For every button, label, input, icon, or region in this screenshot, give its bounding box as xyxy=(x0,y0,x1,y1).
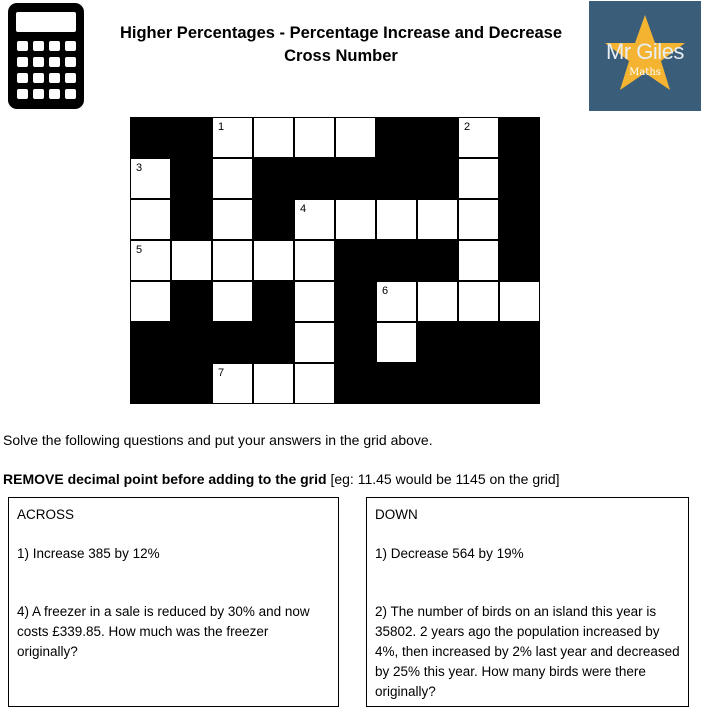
grid-cell-black xyxy=(212,322,253,363)
grid-cell[interactable] xyxy=(458,281,499,322)
grid-cell-black xyxy=(417,240,458,281)
grid-cell-black xyxy=(253,281,294,322)
grid-cell-black xyxy=(417,117,458,158)
title-line-2: Cross Number xyxy=(284,47,398,65)
grid-cell-black xyxy=(130,322,171,363)
grid-cell-black xyxy=(417,158,458,199)
brand-name: Mr Giles xyxy=(606,39,684,64)
grid-cell-black xyxy=(458,322,499,363)
grid-cell[interactable] xyxy=(130,240,171,281)
grid-cell-black xyxy=(130,363,171,404)
remove-decimal-note xyxy=(3,471,560,487)
grid-cell-black xyxy=(253,158,294,199)
grid-cell-black xyxy=(458,363,499,404)
across-heading: ACROSS xyxy=(17,507,75,522)
down-clue-2: 2) The number of birds on an island this year is 35802. 2 years ago the population increased by 4%, then increased by 2% last year and decreased by 25% this year. How many birds were there originally? xyxy=(375,604,680,699)
grid-cell-black xyxy=(294,158,335,199)
grid-cell-black xyxy=(417,363,458,404)
across-clue-1: 1) Increase 385 by 12% xyxy=(17,546,160,561)
grid-cell[interactable] xyxy=(294,322,335,363)
grid-cell-black xyxy=(499,240,540,281)
grid-cell[interactable] xyxy=(376,322,417,363)
grid-cell-black xyxy=(253,199,294,240)
grid-cell-black xyxy=(499,117,540,158)
grid-cell[interactable] xyxy=(212,117,253,158)
page-title xyxy=(96,22,586,68)
clue-number: 7 xyxy=(218,367,225,379)
calculator-icon xyxy=(8,3,84,109)
grid-cell-black xyxy=(335,281,376,322)
grid-cell[interactable] xyxy=(417,199,458,240)
grid-cell[interactable] xyxy=(335,199,376,240)
grid-cell-black xyxy=(499,322,540,363)
grid-cell-black xyxy=(376,363,417,404)
clue-number: 1 xyxy=(218,121,225,133)
grid-cell[interactable] xyxy=(294,240,335,281)
grid-cell[interactable] xyxy=(212,363,253,404)
clue-number: 5 xyxy=(136,244,143,256)
grid-cell[interactable] xyxy=(130,281,171,322)
brand-subtitle: Maths xyxy=(629,67,661,78)
grid-cell[interactable] xyxy=(212,158,253,199)
down-clue-1: 1) Decrease 564 by 19% xyxy=(375,546,524,561)
remove-note-bold: REMOVE decimal point before adding to the grid xyxy=(3,471,327,487)
down-heading: DOWN xyxy=(375,507,418,522)
grid-cell-black xyxy=(130,117,171,158)
grid-cell-black xyxy=(171,117,212,158)
grid-cell[interactable] xyxy=(130,158,171,199)
remove-note-example: [eg: 11.45 would be 1145 on the grid] xyxy=(326,471,560,487)
grid-cell-black xyxy=(335,240,376,281)
grid-cell[interactable] xyxy=(376,199,417,240)
grid-cell-black xyxy=(335,363,376,404)
grid-cell[interactable] xyxy=(458,240,499,281)
grid-cell-black xyxy=(335,158,376,199)
clue-number: 6 xyxy=(382,285,389,297)
grid-cell[interactable] xyxy=(458,158,499,199)
grid-cell[interactable] xyxy=(376,281,417,322)
brand-logo xyxy=(589,1,701,111)
grid-cell[interactable] xyxy=(294,199,335,240)
grid-cell[interactable] xyxy=(212,240,253,281)
grid-cell[interactable] xyxy=(499,281,540,322)
down-clues xyxy=(366,497,689,707)
grid-cell[interactable] xyxy=(335,117,376,158)
grid-cell-black xyxy=(171,363,212,404)
grid-cell-black xyxy=(499,363,540,404)
grid-cell-black xyxy=(171,281,212,322)
grid-cell-black xyxy=(335,322,376,363)
grid-cell[interactable] xyxy=(253,240,294,281)
grid-cell-black xyxy=(171,158,212,199)
clue-number: 2 xyxy=(464,121,471,133)
grid-cell-black xyxy=(499,199,540,240)
grid-cell-black xyxy=(253,322,294,363)
grid-cell[interactable] xyxy=(294,281,335,322)
grid-cell[interactable] xyxy=(171,240,212,281)
grid-cell[interactable] xyxy=(253,117,294,158)
grid-cell[interactable] xyxy=(130,199,171,240)
grid-cell-black xyxy=(499,158,540,199)
grid-cell[interactable] xyxy=(294,117,335,158)
across-clue-4: 4) A freezer in a sale is reduced by 30% and now costs £339.85. How much was the freezer originally? xyxy=(17,604,310,659)
grid-cell[interactable] xyxy=(417,281,458,322)
title-line-1: Higher Percentages - Percentage Increase and Decrease xyxy=(119,24,563,42)
grid-cell-black xyxy=(376,158,417,199)
grid-cell[interactable] xyxy=(294,363,335,404)
grid-cell-black xyxy=(171,199,212,240)
instruction-text: Solve the following questions and put your answers in the grid above. xyxy=(3,432,433,448)
clue-number: 4 xyxy=(300,203,307,215)
grid-cell[interactable] xyxy=(212,199,253,240)
grid-cell[interactable] xyxy=(212,281,253,322)
grid-cell-black xyxy=(376,240,417,281)
across-clues xyxy=(8,497,339,707)
grid-cell-black xyxy=(171,322,212,363)
grid-cell-black xyxy=(376,117,417,158)
grid-cell[interactable] xyxy=(458,199,499,240)
grid-cell[interactable] xyxy=(253,363,294,404)
grid-cell-black xyxy=(417,322,458,363)
clue-number: 3 xyxy=(136,162,143,174)
grid-cell[interactable] xyxy=(458,117,499,158)
